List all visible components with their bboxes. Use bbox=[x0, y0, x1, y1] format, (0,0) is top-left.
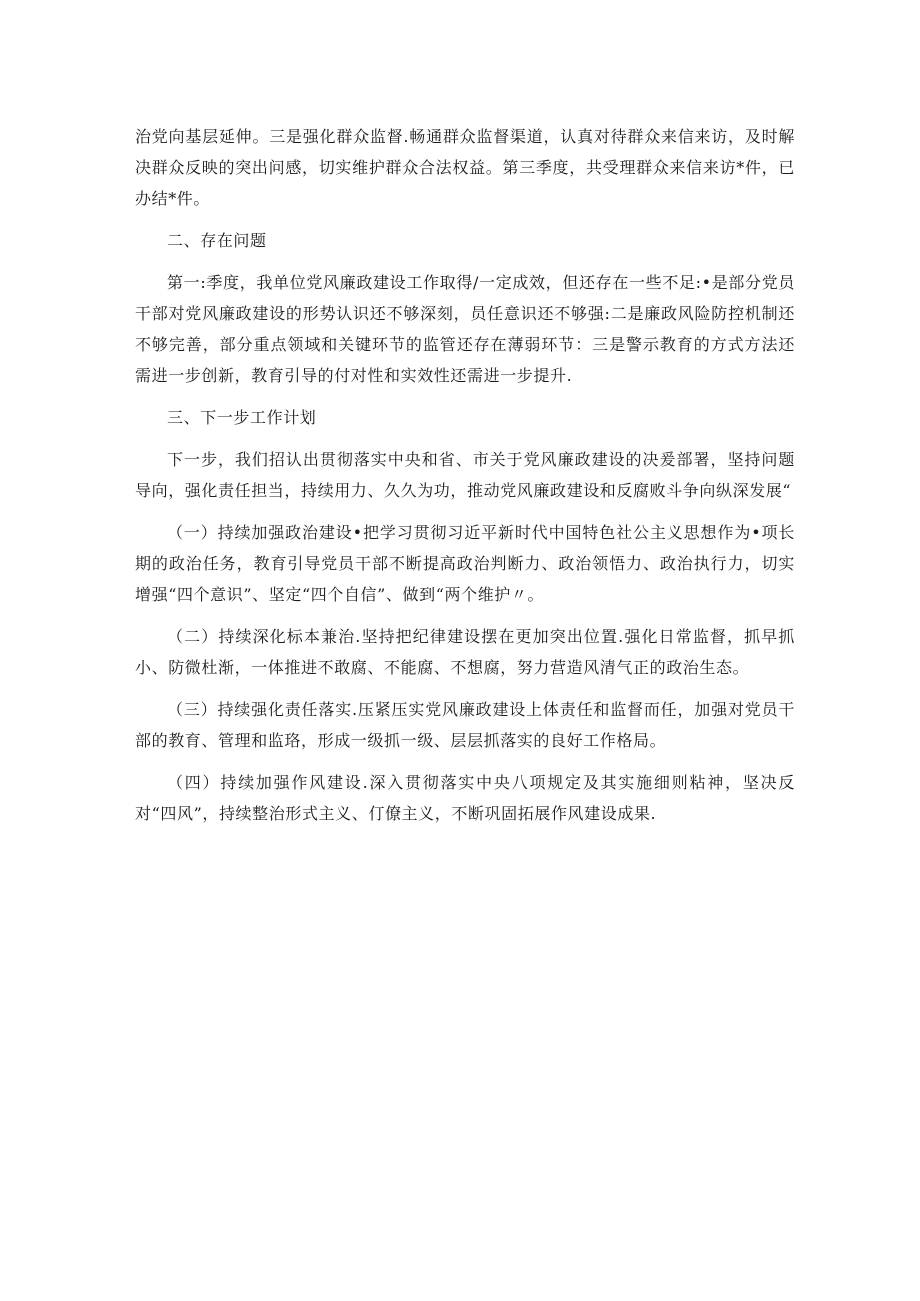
paragraph-next-plan-intro: 下一步，我们招认出贯彻落实中央和省、市关于党风廉政建设的决爰部署，坚持问题导向，强化责任担当，持续用力、久久为功，推动党风廉政建设和反腐败斗争向纵深发展“ bbox=[135, 450, 795, 500]
paragraph-item-4: （四）持续加强作风建设.深入贯彻落实中央八项规定及其实施细则粘神，坚决反对“四风”，持续整治形式主义、仃僚主义，不断巩固拓展作风建设成果. bbox=[135, 773, 795, 823]
section-heading-existing-problems: 二、存在问题 bbox=[167, 231, 267, 250]
document-page bbox=[135, 121, 795, 840]
paragraph-item-1: （一）持续加强政治建设•把学习贯彻习近平新时代中国特色社公主义思想作为•项长期的政治任务，教育引导党员干部不断提高政治判断力、政治领悟力、政治执行力，切实增强“四个意识”、坚定“四个自信”、做到“两个维护〃。 bbox=[135, 523, 795, 604]
section-heading-next-plan: 三、下一步工作计划 bbox=[167, 408, 317, 427]
paragraph-continuation: 治党向基层延伸。三是强化群众监督.畅通群众监督渠道，认真对待群众来信来访，及时解决群众反映的突出问感，切实维护群众合法权益。第三季度，共受理群众来信来访*件，已办结*件。 bbox=[135, 127, 795, 208]
paragraph-item-2: （二）持续深化标本兼治.坚持把纪律建设摆在更加突出位置.强化日常监督，抓早抓小、防微杜渐，一体推进不敢腐、不能腐、不想腐，努力营造风清气正的政治生态。 bbox=[135, 627, 795, 677]
paragraph-item-3: （三）持续强化责任落实.压紧压实党风廉政建设上体责任和监督而任，加强对党员干部的教育、管理和监珞，形成一级抓一级、层层抓落实的良好工作格局。 bbox=[135, 700, 795, 750]
paragraph-problems: 第一:季度，我单位党风廉政建设工作取得/一定成效，但还存在一些不足:•是部分党员干部对党风廉政建设的形势认识还不够深刻，员任意识还不够强:二是廉政风险防控机制还不够完善，部分重点领域和关键环节的监管还存在薄弱环节：三是警示教育的方式方法还需进一步创新，教育引导的付对性和实效性还需进一步提升. bbox=[135, 273, 795, 385]
